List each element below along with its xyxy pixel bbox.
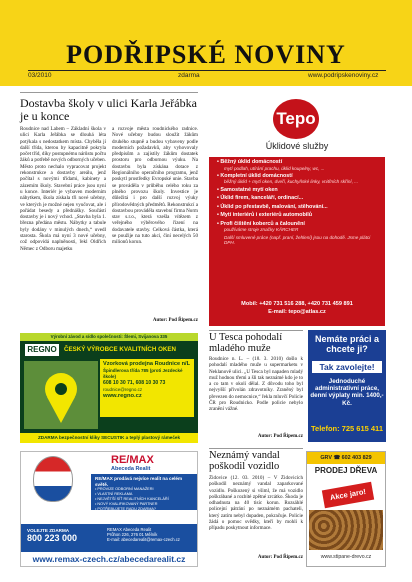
regno-topbar: Výrobní závod a sídlo společnosti: Šlemi, Svijanova 335 bbox=[20, 333, 198, 341]
divider bbox=[20, 92, 198, 93]
price-label: zdarma bbox=[178, 72, 200, 79]
vandal-headline: Neznámý vandal poškodil vozidlo bbox=[209, 450, 280, 472]
service-item: • Profi čištění koberců a čalounění používáme stroje značky KÄRCHER bbox=[217, 220, 305, 233]
tepo-service-list bbox=[217, 159, 379, 248]
vandal-body: Židovice (12. 03. 2010) – V Židovicích poškodil neznámý vandal zaparkované vozidlo. Poškozený si všiml, že má vozidlo poškrábané a rozbité zpětné zrcátko. Škoda je odhadnuta na 40 tisíc korun. Rozsáhlé policejní pátrání po neznámém pachateli, který zatím nebyl dopaden, pokračuje. Policie žádá o pomoc svědky, kteří by mohli k případu poskytnout informace. bbox=[209, 475, 303, 532]
firewood-advertisement[interactable] bbox=[306, 451, 386, 567]
masthead-rule bbox=[28, 70, 386, 71]
job-headline: Nemáte práci a chcete ji? bbox=[314, 334, 380, 354]
tepo-header bbox=[209, 95, 385, 157]
tepo-advertisement[interactable] bbox=[209, 95, 385, 326]
promo-stamp: Akce jaro! bbox=[322, 482, 374, 508]
free-call-phone: 800 223 000 bbox=[27, 533, 78, 543]
free-call-label: VOLEJTE ZDARMA bbox=[27, 528, 70, 533]
service-note: Další smluvené práce (např. praní, žehlení) jsou na dohodě. Jsme plátci DPH. bbox=[224, 234, 371, 246]
firewood-web[interactable]: www.stipane-drevo.cz bbox=[320, 554, 372, 560]
remax-subtitle: Abeceda Realit bbox=[111, 466, 151, 472]
masthead-subline bbox=[28, 72, 386, 82]
service-item: • Běžný úklid domácností mytí podlah, utírání prachu, úklid koupelny, wc, ... bbox=[217, 159, 325, 171]
tesco-body: Roudnice n. L. – (18. 3. 2010) došlo k pohodalí mladého muže u supermarketu v Neklanově ulici. „U Tesca byl napaden mladý muž hodnou třemi a šli tak neznámé kdo je to a co tam v okolí dělal. Z důvodu toho byl nejvyšší přivolán zdravotníky. Zraněný byl převezen do nemocnice,“ řekla mluvčí Policie ČR pro Roudnicko. Podle policie nebylo zranění vážné. bbox=[209, 356, 303, 413]
lead-headline: Dostavba školy v ulici Karla Jeřábka je u konce bbox=[20, 96, 197, 123]
lead-author: Autor: Pod Řipem.cz bbox=[152, 318, 198, 323]
remax-office bbox=[107, 527, 195, 543]
remax-web[interactable]: www.remax-czech.cz/abecedarealit.cz bbox=[32, 554, 186, 564]
remax-logo: RE/MAX bbox=[111, 454, 154, 466]
divider bbox=[209, 448, 303, 449]
store-web[interactable]: www.regno.cz bbox=[103, 392, 142, 399]
job-description: Jednoduché administrativní práce, denní výplaty min. 1400,- Kč. bbox=[310, 378, 384, 407]
remax-contact-bar bbox=[21, 524, 197, 552]
lead-column-1: Roudnice nad Labem – Základní škola v ulici Karla Jeřábka se dlouhá léta potýkala s nedostatkem místa. Chyběla jí další třída, kterou by kapacitně pokryla počet tříd, díky postupnému nárůstu počtu žáků a potřebě nových odborných učeben. Město proto nechalo vypracovat projekt rekonstrukce a dostavby areálu, jenž počítal s novými třídami, kabinety a zázemím školy. Stavební práce jsou nyní u konce. Interiér je vybaven moderním nábytkem, škola získala tři nové učebny, ve kterých je možné nejen vyučovat, ale i pořádat besedy a přednášky. Součástí dostavby je i nový vchod. „Stavba byla 1. března předána městu. Nábytky a tabule byly dodány v minulých dnech,“ uvedl starosta. Škola má nyní 3 nové učebny, což odpovídá naplněnosti, řekl Oldřich Němec z Odboru majetku bbox=[20, 126, 106, 252]
service-item: • Úklid po přestavbě, malování, stěhování... bbox=[217, 203, 328, 210]
remax-advertisement[interactable] bbox=[20, 451, 198, 567]
office-address: Průhon 226, 276 01 Mělník bbox=[107, 532, 158, 538]
divider bbox=[209, 330, 303, 331]
remax-info-box bbox=[91, 474, 197, 510]
office-email[interactable]: E-mail: abecedarealit@remax-czech.cz bbox=[107, 537, 180, 543]
service-item: • Mytí interiérů i exteriérů automobilů bbox=[217, 212, 313, 219]
map-pin-icon bbox=[24, 361, 98, 429]
service-item: • Úklid firem, kanceláří, ordinací... bbox=[217, 195, 304, 202]
firewood-phone-bar: GRV ☎ 602 403 829 bbox=[307, 452, 385, 464]
tesco-headline: U Tesca pohodalí mladého muže bbox=[209, 332, 283, 354]
vandal-author: Autor: Pod Řipem.cz bbox=[257, 555, 303, 560]
regno-store-card bbox=[100, 359, 194, 417]
office-name: REMAX Abeceda Realit bbox=[107, 527, 152, 532]
tepo-contact bbox=[209, 300, 385, 316]
list-item: • NEJVĚTŠÍ SÍŤ REALITNÍCH KANCELÁŘÍ bbox=[95, 497, 169, 502]
store-address: Špindlerova třída 785 (proti Jezdecké škole) bbox=[103, 368, 183, 379]
tesco-author: Autor: Pod Řipem.cz bbox=[257, 434, 303, 439]
issue-number: 03/2010 bbox=[28, 72, 52, 79]
tepo-logo: Tepo bbox=[273, 99, 319, 139]
list-item: • PROVIZE ODBORNÍ MANAŽERI bbox=[95, 487, 154, 492]
job-call-strip: Tak zavolejte! bbox=[312, 361, 382, 373]
service-item: • Samostatné mytí oken bbox=[217, 186, 278, 193]
masthead bbox=[0, 0, 412, 86]
list-item: • VLASTNÍ REKLAMA bbox=[95, 492, 133, 497]
job-phone: Telefon: 725 615 411 bbox=[311, 424, 383, 433]
store-email[interactable]: roudnice@regno.cz bbox=[103, 386, 143, 392]
store-title: Vzorková prodejna Roudnice n/L bbox=[103, 361, 191, 367]
regno-headline: ČESKÝ VÝROBCE KVALITNÍCH OKEN bbox=[64, 346, 176, 353]
tepo-email[interactable]: E-mail: tepo@atlas.cz bbox=[268, 309, 326, 315]
tepo-phone: Mobil: +420 731 516 288, +420 731 459 891 bbox=[241, 301, 353, 307]
store-phone: 608 10 30 71, 608 10 30 73 bbox=[103, 380, 166, 386]
tepo-tagline: Úklidové služby bbox=[265, 141, 329, 151]
firewood-image bbox=[309, 510, 383, 550]
firewood-headline: PRODEJ DŘEVA bbox=[314, 466, 378, 475]
remax-free-call bbox=[27, 528, 97, 543]
job-advertisement[interactable] bbox=[308, 330, 386, 442]
lead-column-2: a rozvoje města roudnického radnice. Nové učebny budou sloužit žákům druhého stupně a budou vybaveny podle moderních požadavků, aby vyhovovaly předpisům a zajistily žákům dostatek prostoru pro odbornou výuku. Na dostavbu byla získána dotace z Regionálního operačního programu, jenž poskytl prostředky Evropské unie. Stavba se prováděla v průběhu celého roku za plného provozu školy. Investice je důležitá i pro další rozvoj výuky přírodovědných předmětů. Rekonstrukcí a dostavbou prováděla stavební firma Norm stav s.r.o., která vzešla vítězem z veřejného výběrového řízení na dodavatele stavby. Celková částka, která se použije na tuto akci, činí necelých 50 milionů korun. bbox=[112, 126, 198, 246]
balloon-icon bbox=[33, 456, 73, 502]
newspaper-title: PODŘIPSKÉ NOVINY bbox=[66, 40, 346, 69]
website-link[interactable]: www.podripskenoviny.cz bbox=[308, 72, 379, 79]
service-item: • Kompletní úklid domácností běžný úklid + mytí oken, dveří, kuchyňské linky, vnitřních skříní, ... bbox=[217, 172, 359, 185]
list-item: • NOVÝ KVALIFIKOVANÝ PARTNER bbox=[95, 502, 158, 507]
map-pin-image bbox=[24, 361, 98, 429]
list-item: • POTŘEBUJETE RADU ZDARMA? bbox=[95, 507, 157, 512]
regno-logo: REGNO bbox=[25, 344, 59, 356]
remax-bar-title: RE/MAX prodává nejvíce realit na celém světě. bbox=[95, 476, 183, 487]
regno-advertisement[interactable] bbox=[20, 333, 198, 443]
regno-promo: ZDARMA bezpečnostní kliky SECUSTIK a teplý plastový rámeček bbox=[20, 433, 198, 443]
